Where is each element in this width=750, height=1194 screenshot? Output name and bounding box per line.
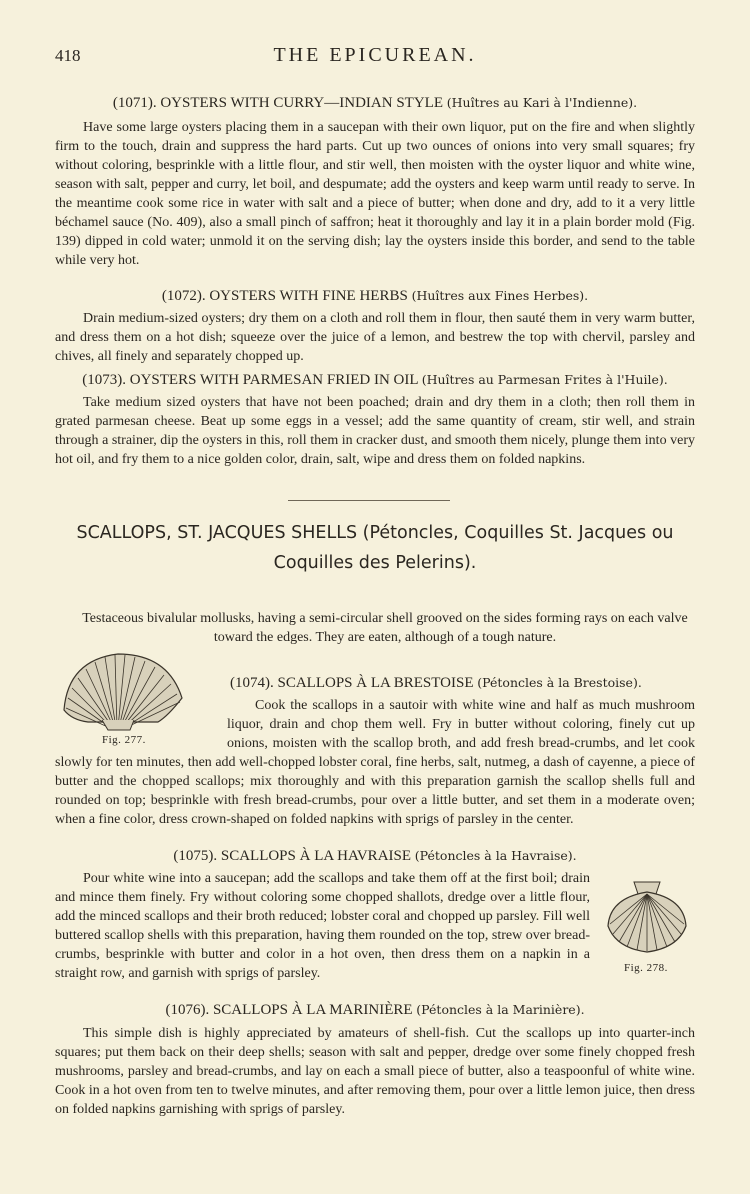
recipe-french-title: (Pétoncles à la Marinière). — [416, 1002, 585, 1017]
recipe-heading — [55, 1000, 695, 1020]
section-divider — [288, 500, 450, 501]
recipe-heading — [55, 93, 695, 113]
recipe-title: (1073). OYSTERS WITH PARMESAN FRIED IN OIL — [82, 372, 418, 388]
running-head — [55, 46, 695, 70]
recipe-body: Have some large oysters placing them in a saucepan with their own liquor, put on the fire and when slightly firm to the touch, drain and suppress the hard parts. Cut up two ounces of onions into very small squares; fry without coloring, besprinkle with a little flour, and stir well, then moisten with the oyster liquor and white wine, season with salt, pepper and curry, let boil, and despumate; add the oysters and keep warm until ready to serve. In the meantime cook some rice in water with salt and a piece of butter; when done and dry, add to it a very little béchamel sauce (No. 409), also a small pinch of saffron; heat it thoroughly and lay it in a plain border mold (Fig. 139) dipped in cold water; unmold it on the serving dish; lay the oysters inside this border, and send to the table while very hot. — [55, 120, 695, 268]
recipe-1073 — [55, 370, 695, 469]
recipe-1074 — [55, 696, 695, 829]
recipe-title: (1074). SCALLOPS À LA BRESTOISE — [230, 675, 474, 691]
recipe-1072 — [55, 286, 695, 366]
figure-277-wrap-space — [55, 696, 227, 753]
recipe-1075 — [55, 846, 695, 983]
book-title: THE EPICUREAN. — [273, 44, 477, 66]
recipe-french-title: (Pétoncles à la Brestoise). — [477, 675, 642, 690]
page-number: 418 — [55, 46, 81, 65]
recipe-title: (1072). OYSTERS WITH FINE HERBS — [161, 288, 408, 304]
recipe-body: This simple dish is highly appreciated by amateurs of shell-fish. Cut the scallops up into quarter-inch squares; put them back on their deep shells; season with salt and pepper, dredge over some finely chopped fresh mushrooms, parsley and bread-crumbs, and lay on each a small piece of butter, also a teaspoonful of white wine. Cook in a hot oven from ten to twelve minutes, and after removing them, pour over a little lemon juice, then dress on folded napkins garnishing with sprigs of parsley. — [55, 1026, 695, 1117]
figure-277-caption: Fig. 277. — [102, 734, 146, 746]
recipe-heading — [55, 846, 695, 866]
recipe-body: Pour white wine into a saucepan; add the scallops and take them off at the first boil; drain and mince them finely. Fry without coloring some chopped shallots, dredge over a little flour, add the minced scallops and their broth reduced; lobster coral and chopped up parsley. Fill well buttered scallop shells with this preparation, having them rounded on the top, strew over bread-crumbs, besprinkle with butter and color in a hot oven, then dress them on a napkin in a straight row, and garnish with sprigs of parsley. — [55, 871, 590, 981]
recipe-1071 — [55, 93, 695, 270]
recipe-title: (1076). SCALLOPS À LA MARINIÈRE — [165, 1002, 413, 1018]
recipe-french-title: (Pétoncles à la Havraise). — [414, 848, 577, 863]
recipe-french-title: (Huîtres au Parmesan Frites à l'Huile). — [421, 372, 668, 387]
section-title-line-2: Coquilles des Pelerins). — [273, 553, 477, 573]
recipe-body: Take medium sized oysters that have not been poached; drain and dry them in a cloth; then roll them in grated parmesan cheese. Beat up some eggs in a vessel; add the same quantity of cream, stir well, and strain through a strainer, dip the oysters in this, roll them in cracker dust, and smooth them nicely, plunge them into very hot oil, and fry them to a nice golden color, drain, salt, wipe and dress them on folded napkins. — [55, 395, 695, 467]
recipe-title: (1071). OYSTERS WITH CURRY—INDIAN STYLE — [112, 95, 443, 111]
recipe-french-title: (Huîtres aux Fines Herbes). — [411, 288, 589, 303]
figure-278-caption: Fig. 278. — [624, 962, 668, 974]
section-title-line-1: SCALLOPS, ST. JACQUES SHELLS (Pétoncles, Coquilles St. Jacques ou — [76, 523, 674, 543]
recipe-body: Cook the scallops in a sautoir with white wine and half as much mushroom liquor, drain and chop them well. Fry in butter without coloring, finely cut up onions, moisten with the scallop broth, and add fresh bread-crumbs, and let cook slowly for ten minutes, then add well-chopped lobster coral, fine herbs, salt, nutmeg, a dash of cayenne, a piece of butter and the chopped scallops; mix thoroughly and with this preparation garnish the scallop shells full and rounded on top; besprinkle with fresh bread-crumbs, pour over a little butter, and set them in a moderate oven; when a fine color, dress crown-shaped on folded napkins with sprigs of parsley in the center. — [55, 698, 695, 827]
recipe-heading — [230, 673, 695, 693]
section-title — [55, 518, 695, 578]
scallop-shell-figure-278 — [604, 878, 690, 956]
recipe-title: (1075). SCALLOPS À LA HAVRAISE — [173, 848, 412, 864]
recipe-1076 — [55, 1000, 695, 1119]
recipe-french-title: (Huîtres au Kari à l'Indienne). — [446, 95, 638, 110]
section-intro-text: Testaceous bivalular mollusks, having a semi-circular shell grooved on the sides forming rays on each valve toward the edges. They are eaten, although of a tough nature. — [82, 611, 688, 645]
section-intro — [55, 609, 695, 647]
recipe-body: Drain medium-sized oysters; dry them on a cloth and roll them in flour, then sauté them in very warm butter, and dress them on a hot dish; squeeze over the juice of a lemon, and bestrew the top with chervil, parsley and chives, all finely and separately chopped up. — [55, 311, 695, 364]
recipe-1074-heading-wrap — [230, 673, 695, 693]
recipe-heading — [55, 370, 695, 390]
recipe-heading — [55, 286, 695, 306]
